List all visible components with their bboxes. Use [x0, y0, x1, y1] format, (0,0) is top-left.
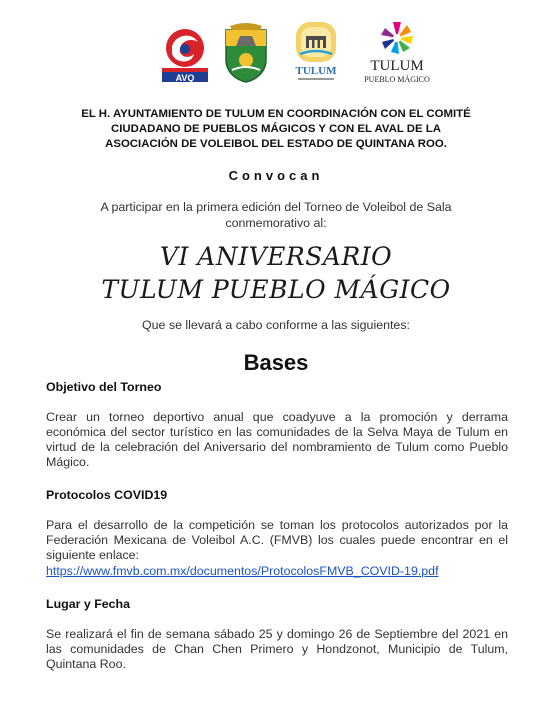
event-title: [0, 240, 552, 306]
section-text-lugar: Se realizará el fin de semana sábado 25 y domingo 26 de Septiembre del 2021 en las comunidades de Chan Chen Primero y Hondzonot, Municipio de Tulum, Quintana Roo.: [46, 627, 508, 671]
pueblo-magico-logo-icon: [358, 20, 436, 88]
intro-line-2: conmemorativo al:: [225, 216, 327, 230]
logo-row: [0, 14, 552, 92]
tulum-logo-text: TULUM: [295, 65, 337, 77]
intro-line-1: A participar en la primera edición del Torneo de Voleibol de Sala: [100, 200, 452, 214]
organizer-heading: [40, 107, 512, 152]
intro-text: [60, 199, 492, 231]
protocol-link[interactable]: https://www.fmvb.com.mx/documentos/ProtocolosFMVB_COVID-19.pdf: [46, 564, 439, 578]
sub-intro-text: Que se llevará a cabo conforme a las siguientes:: [142, 318, 410, 332]
bases-title: Bases: [243, 350, 309, 375]
tulum-logo-icon: [288, 18, 344, 86]
avq-text: AVQ: [175, 73, 195, 83]
avq-logo-icon: [158, 22, 212, 86]
section-title-lugar: Lugar y Fecha: [46, 597, 131, 611]
pm-sub-text: PUEBLO MÁGICO: [364, 75, 430, 84]
heading-line-2: CIUDADANO DE PUEBLOS MÁGICOS Y CON EL AVAL DE LA: [111, 123, 441, 135]
event-title-line-2: TULUM PUEBLO MÁGICO: [101, 275, 451, 304]
section-title-objetivo: Objetivo del Torneo: [46, 380, 162, 394]
heading-line-3: ASOCIACIÓN DE VOLEIBOL DEL ESTADO DE QUINTANA ROO.: [105, 138, 447, 150]
pm-title-text: TULUM: [370, 58, 424, 74]
section-text-objetivo: Crear un torneo deportivo anual que coadyuve a la promoción y derrama económica del sector turístico en las comunidades de la Selva Maya de Tulum en virtud de la celebración del Aniversario del nombramiento de Tulum como Pueblo Mágico.: [46, 410, 508, 469]
section-text-protocolos: Para el desarrollo de la competición se toman los protocolos autorizados por la Federación Mexicana de Voleibol A.C. (FMVB) los cuales puede encontrar en el siguiente enlace:: [46, 518, 508, 562]
municipal-shield-icon: [222, 20, 270, 84]
event-title-line-1: VI ANIVERSARIO: [159, 242, 393, 271]
convocan-title: Convocan: [228, 168, 324, 183]
section-title-protocolos: Protocolos COVID19: [46, 488, 168, 502]
heading-line-1: EL H. AYUNTAMIENTO DE TULUM EN COORDINACIÓN CON EL COMITÉ: [81, 108, 471, 120]
